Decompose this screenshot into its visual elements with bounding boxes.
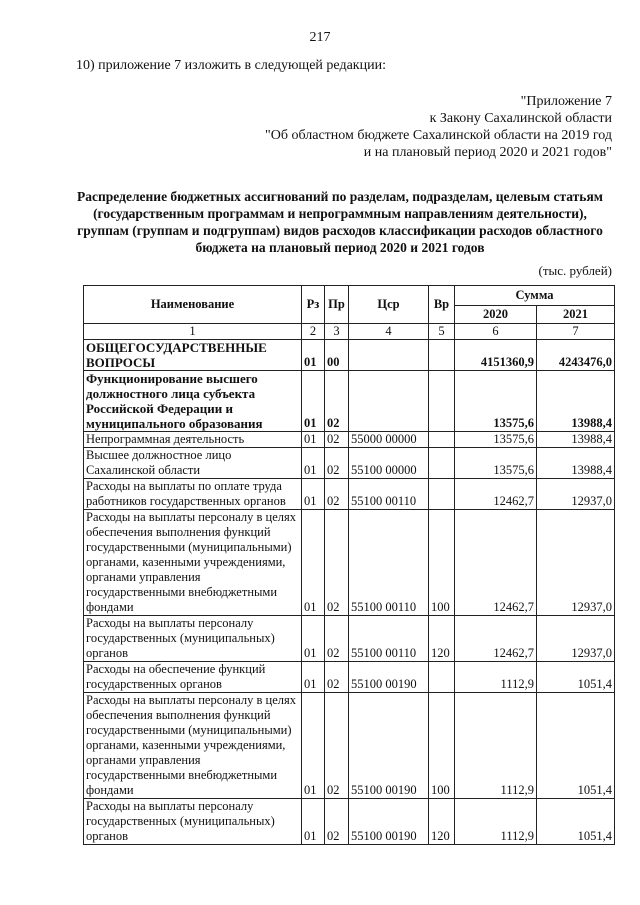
row-rz: 01: [302, 510, 325, 616]
row-vr: [429, 448, 455, 479]
row-name: ОБЩЕГОСУДАРСТВЕННЫЕ ВОПРОСЫ: [84, 340, 302, 371]
document-title: [60, 188, 620, 256]
table-body: [84, 324, 615, 845]
row-csr: 55100 00110: [349, 510, 429, 616]
row-sum-2021: 1051,4: [537, 799, 615, 845]
appendix-line-1: "Приложение 7: [520, 94, 612, 109]
row-sum-2021: 13988,4: [537, 448, 615, 479]
row-name: Непрограммная деятельность: [84, 432, 302, 448]
row-sum-2021: 1051,4: [537, 662, 615, 693]
row-vr: [429, 662, 455, 693]
table-row: [84, 432, 615, 448]
row-sum-2020: 4151360,9: [455, 340, 537, 371]
title-line-4: бюджета на плановый период 2020 и 2021 годов: [195, 240, 485, 255]
row-rz: 01: [302, 799, 325, 845]
page-number: 217: [309, 30, 331, 45]
row-vr: [429, 371, 455, 432]
header-pr: Пр: [325, 286, 349, 324]
appendix-line-3: "Об областном бюджете Сахалинской области на 2019 год: [265, 128, 612, 143]
row-sum-2020: 1112,9: [455, 662, 537, 693]
table-row: [84, 479, 615, 510]
column-number: 2: [302, 324, 325, 340]
row-sum-2020: 12462,7: [455, 479, 537, 510]
row-vr: [429, 432, 455, 448]
row-csr: [349, 340, 429, 371]
column-number: 7: [537, 324, 615, 340]
row-sum-2021: 12937,0: [537, 510, 615, 616]
title-line-2: (государственным программам и непрограммным направлениям деятельности),: [93, 206, 587, 221]
row-pr: 02: [325, 479, 349, 510]
row-csr: 55100 00190: [349, 662, 429, 693]
row-pr: 00: [325, 340, 349, 371]
row-rz: 01: [302, 340, 325, 371]
row-pr: 02: [325, 693, 349, 799]
column-number: 6: [455, 324, 537, 340]
row-sum-2021: 13988,4: [537, 432, 615, 448]
row-vr: [429, 479, 455, 510]
column-number: 3: [325, 324, 349, 340]
row-sum-2021: 13988,4: [537, 371, 615, 432]
table-row: [84, 340, 615, 371]
row-rz: 01: [302, 371, 325, 432]
row-csr: 55100 00110: [349, 479, 429, 510]
column-number: 5: [429, 324, 455, 340]
row-vr: [429, 340, 455, 371]
row-sum-2020: 12462,7: [455, 510, 537, 616]
row-name: Расходы на обеспечение функций государственных органов: [84, 662, 302, 693]
table-row: [84, 448, 615, 479]
row-csr: 55100 00190: [349, 693, 429, 799]
row-name: Высшее должностное лицо Сахалинской области: [84, 448, 302, 479]
row-vr: 120: [429, 799, 455, 845]
row-pr: 02: [325, 662, 349, 693]
table-row: [84, 510, 615, 616]
row-pr: 02: [325, 432, 349, 448]
row-sum-2020: 1112,9: [455, 799, 537, 845]
row-rz: 01: [302, 616, 325, 662]
row-name: Расходы на выплаты по оплате труда работников государственных органов: [84, 479, 302, 510]
appendix-line-2: к Закону Сахалинской области: [429, 111, 612, 126]
row-sum-2020: 13575,6: [455, 432, 537, 448]
row-rz: 01: [302, 693, 325, 799]
row-rz: 01: [302, 448, 325, 479]
row-csr: 55100 00110: [349, 616, 429, 662]
column-number-row: [84, 324, 615, 340]
row-rz: 01: [302, 662, 325, 693]
header-csr: Цср: [349, 286, 429, 324]
row-name: Функционирование высшего должностного лица субъекта Российской Федерации и муниципального образования: [84, 371, 302, 432]
row-csr: 55000 00000: [349, 432, 429, 448]
table-row: [84, 799, 615, 845]
row-sum-2020: 1112,9: [455, 693, 537, 799]
row-rz: 01: [302, 479, 325, 510]
row-sum-2021: 1051,4: [537, 693, 615, 799]
row-pr: 02: [325, 448, 349, 479]
row-rz: 01: [302, 432, 325, 448]
row-name: Расходы на выплаты персоналу государственных (муниципальных) органов: [84, 616, 302, 662]
table-row: [84, 616, 615, 662]
row-csr: [349, 371, 429, 432]
row-vr: 100: [429, 510, 455, 616]
table-row: [84, 693, 615, 799]
row-sum-2020: 13575,6: [455, 371, 537, 432]
budget-table: [83, 285, 615, 845]
row-csr: 55100 00000: [349, 448, 429, 479]
header-sum: Сумма: [455, 286, 615, 306]
header-year-2020: 2020: [455, 306, 537, 324]
header-name: Наименование: [84, 286, 302, 324]
row-name: Расходы на выплаты персоналу государственных (муниципальных) органов: [84, 799, 302, 845]
appendix-reference: [265, 93, 612, 161]
row-pr: 02: [325, 799, 349, 845]
table-row: [84, 371, 615, 432]
row-pr: 02: [325, 510, 349, 616]
row-vr: 120: [429, 616, 455, 662]
row-sum-2020: 13575,6: [455, 448, 537, 479]
row-name: Расходы на выплаты персоналу в целях обеспечения выполнения функций государственными (муниципальными) органами, казенными учреждениями, органами управления государственными внебюджетными фондами: [84, 510, 302, 616]
row-vr: 100: [429, 693, 455, 799]
table-row: [84, 662, 615, 693]
intro-text: 10) приложение 7 изложить в следующей редакции:: [76, 58, 386, 73]
title-line-3: группам (группам и подгруппам) видов расходов классификации расходов областного: [77, 223, 603, 238]
column-number: 1: [84, 324, 302, 340]
row-sum-2021: 12937,0: [537, 616, 615, 662]
row-sum-2020: 12462,7: [455, 616, 537, 662]
row-name: Расходы на выплаты персоналу в целях обеспечения выполнения функций государственными (муниципальными) органами, казенными учреждениями, органами управления государственными внебюджетными фондами: [84, 693, 302, 799]
row-pr: 02: [325, 616, 349, 662]
row-pr: 02: [325, 371, 349, 432]
row-sum-2021: 12937,0: [537, 479, 615, 510]
row-sum-2021: 4243476,0: [537, 340, 615, 371]
header-vr: Вр: [429, 286, 455, 324]
header-year-2021: 2021: [537, 306, 615, 324]
title-line-1: Распределение бюджетных ассигнований по разделам, подразделам, целевым статьям: [77, 189, 603, 204]
header-rz: Рз: [302, 286, 325, 324]
units-label: (тыс. рублей): [538, 263, 612, 278]
column-number: 4: [349, 324, 429, 340]
row-csr: 55100 00190: [349, 799, 429, 845]
appendix-line-4: и на плановый период 2020 и 2021 годов": [363, 145, 612, 160]
